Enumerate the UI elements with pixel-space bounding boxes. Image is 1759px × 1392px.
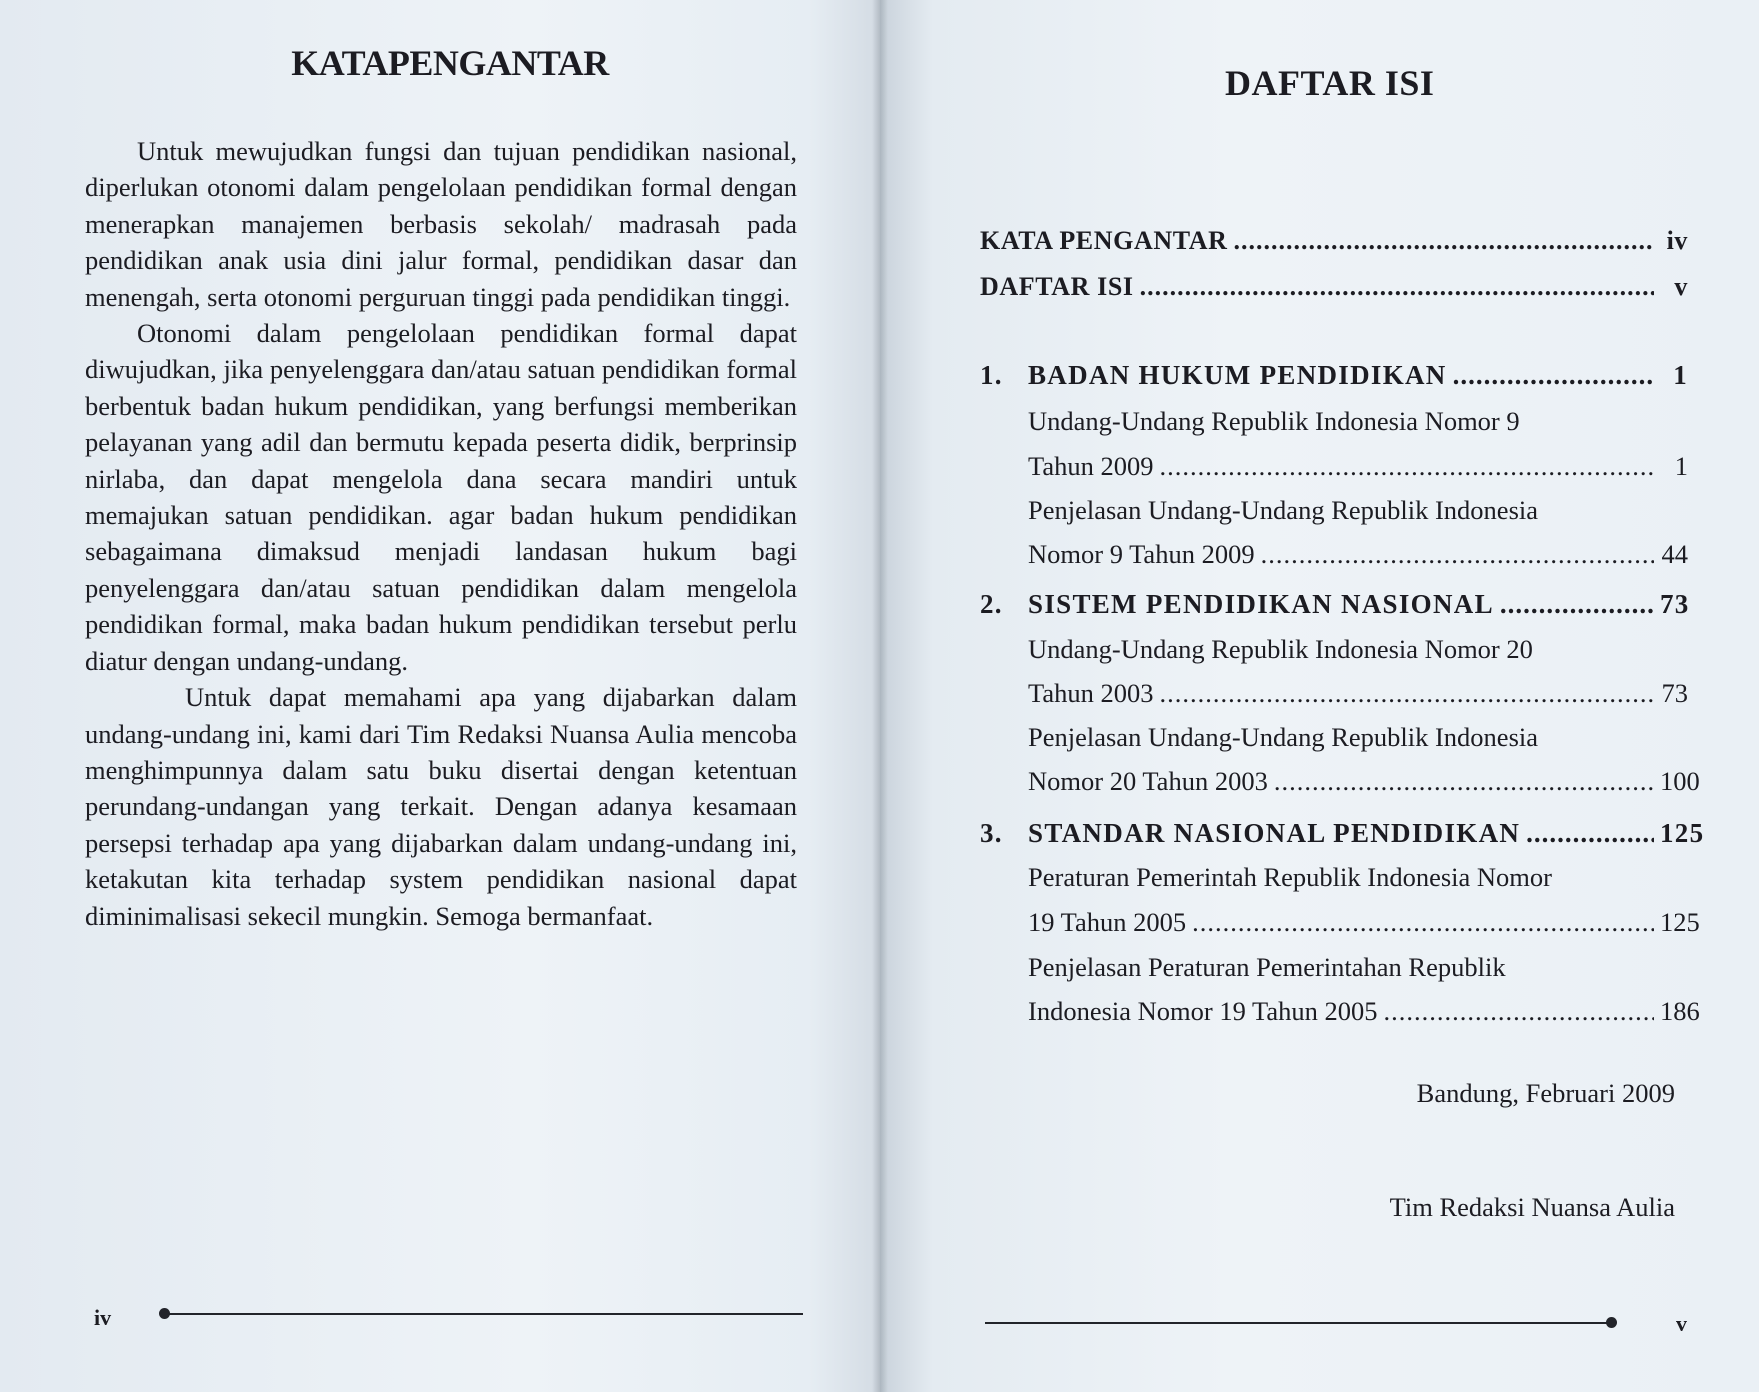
footer-rule-left bbox=[163, 1313, 803, 1315]
toc-item[interactable]: Indonesia Nomor 19 Tahun 2005 ..... 186 bbox=[1028, 996, 1688, 1036]
toc-item[interactable]: Nomor 20 Tahun 2003 ..... 100 bbox=[1028, 766, 1688, 806]
toc-item-line: Penjelasan Peraturan Pemerintahan Republik bbox=[1028, 952, 1506, 982]
toc-item-line: Undang-Undang Republik Indonesia Nomor 20 bbox=[1028, 634, 1533, 664]
preface-signature: Tim Redaksi Nuansa Aulia bbox=[1389, 1192, 1675, 1222]
toc-entry-preface[interactable]: KATA PENGANTAR ..... iv bbox=[980, 226, 1688, 266]
preface-paragraph: Untuk mewujudkan fungsi dan tujuan pendidikan nasional, diperlukan otonomi dalam pengelolaan pendidikan formal dengan menerapkan manajemen berbasis sekolah/ madrasah pada pendidikan anak usia dini jalur formal, pendidikan dasar dan menengah, serta otonomi perguruan tinggi pada pendidikan tinggi. bbox=[85, 136, 797, 312]
page-number-left: iv bbox=[94, 1305, 112, 1330]
toc-item-line: Peraturan Pemerintah Republik Indonesia Nomor bbox=[1028, 862, 1552, 892]
book-gutter bbox=[872, 0, 888, 1392]
toc-item-line: Penjelasan Undang-Undang Republik Indonesia bbox=[1028, 722, 1539, 752]
toc-item[interactable]: Tahun 2003 ..... 73 bbox=[1028, 678, 1688, 718]
toc-entry-contents[interactable]: DAFTAR ISI ..... v bbox=[980, 272, 1688, 312]
preface-body bbox=[85, 133, 797, 934]
toc-chapter-3[interactable]: 3. STANDAR NASIONAL PENDIDIKAN ..... 125 bbox=[980, 818, 1688, 858]
toc-item-line: Undang-Undang Republik Indonesia Nomor 9 bbox=[1028, 406, 1520, 436]
preface-title: KATAPENGANTAR bbox=[291, 43, 609, 83]
preface-place-date: Bandung, Februari 2009 bbox=[1416, 1078, 1675, 1108]
toc-title: DAFTAR ISI bbox=[1225, 63, 1435, 103]
toc-chapter-2[interactable]: 2. SISTEM PENDIDIKAN NASIONAL ..... 73 bbox=[980, 589, 1688, 629]
toc-chapter-1[interactable]: 1. BADAN HUKUM PENDIDIKAN ..... 1 bbox=[980, 360, 1688, 400]
footer-rule-right bbox=[985, 1322, 1613, 1324]
toc-item[interactable]: Tahun 2009 ..... 1 bbox=[1028, 451, 1688, 491]
preface-paragraph: Otonomi dalam pengelolaan pendidikan formal dapat diwujudkan, jika penyelenggara dan/atau satuan pendidikan formal berbentuk badan hukum pendidikan, yang berfungsi memberikan pelayanan yang adil dan bermutu kepada peserta didik, berprinsip nirlaba, dan dapat mengelola dana secara mandiri untuk memajukan satuan pendidikan. agar badan hukum pendidikan sebagaimana dimaksud menjadi landasan hukum bagi penyelenggara dan/atau satuan pendidikan dalam mengelola pendidikan formal, maka badan hukum pendidikan tersebut perlu diatur dengan undang-undang. bbox=[85, 318, 797, 676]
toc-item-line: Penjelasan Undang-Undang Republik Indonesia bbox=[1028, 495, 1539, 525]
toc-item[interactable]: Nomor 9 Tahun 2009 ..... 44 bbox=[1028, 539, 1688, 579]
page-number-right: v bbox=[1676, 1311, 1687, 1336]
rule-bullet-icon bbox=[1606, 1317, 1617, 1328]
rule-bullet-icon bbox=[159, 1308, 170, 1319]
toc-item[interactable]: 19 Tahun 2005 ..... 125 bbox=[1028, 907, 1688, 947]
preface-paragraph: Untuk dapat memahami apa yang dijabarkan dalam undang-undang ini, kami dari Tim Redaksi Nuansa Aulia mencoba menghimpunnya dalam satu buku disertai dengan ketentuan perundang-undangan yang terkait. Dengan adanya kesamaan persepsi terhadap apa yang dijabarkan dalam undang-undang ini, ketakutan kita terhadap system pendidikan nasional dapat diminimalisasi sekecil mungkin. Semoga bermanfaat. bbox=[85, 682, 797, 931]
